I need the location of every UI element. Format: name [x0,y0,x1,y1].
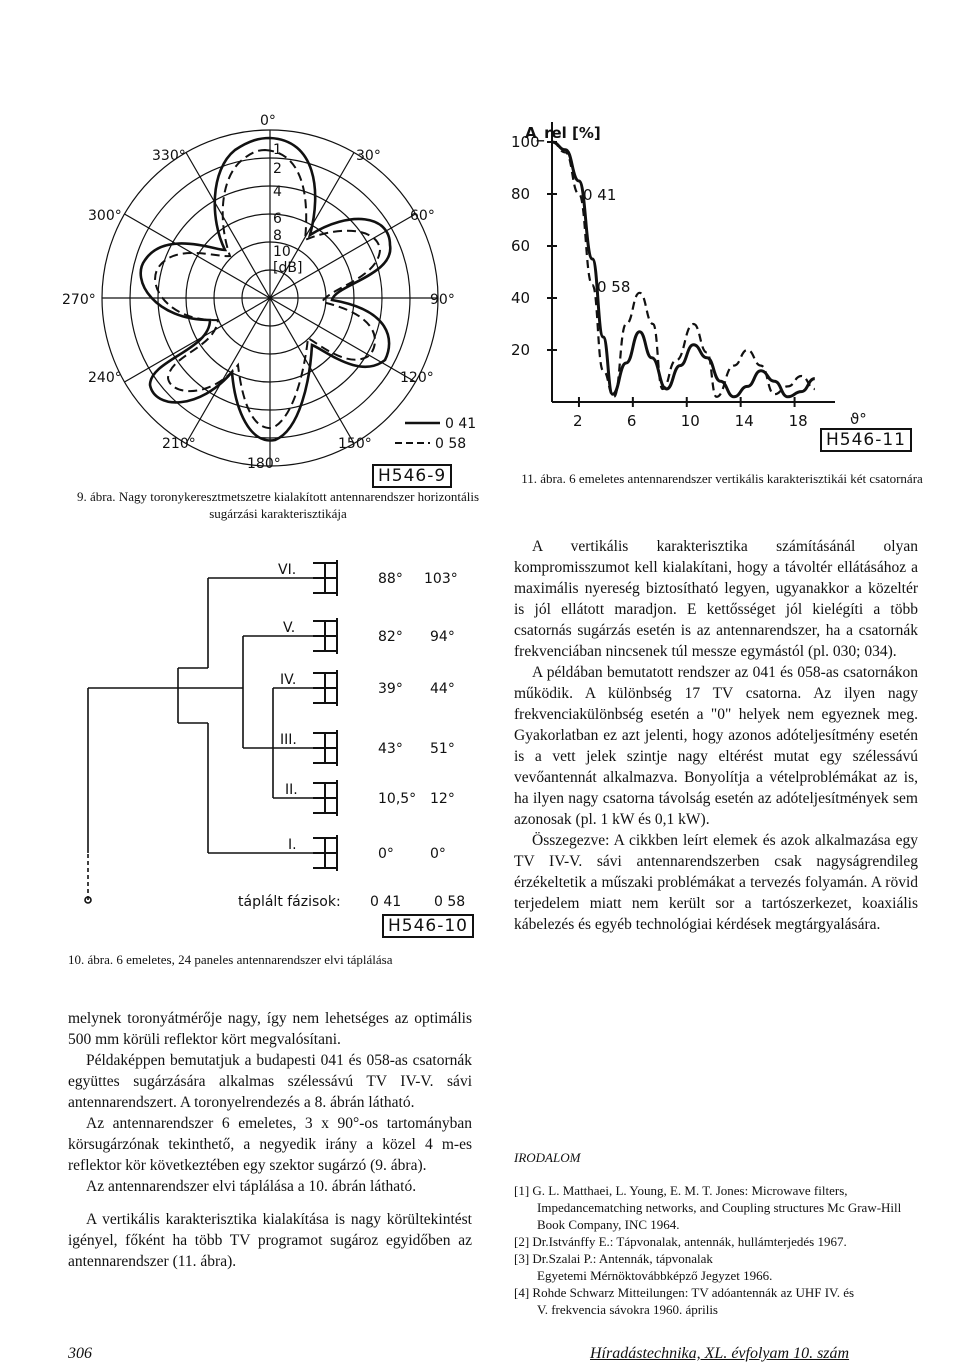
figure-9-polar-diagram [60,110,480,490]
radial-label-1: 1 [273,142,282,158]
phase-041-floor-2: 10,5° [378,791,417,807]
angle-label-90: 90° [430,292,455,308]
reference-item: [2] Dr.Istvánffy E.: Tápvonalak, antennák, hullámterjedés 1967. [514,1234,847,1249]
phase-041-floor-1: 0° [378,846,394,862]
y-tick-label: 60 [511,237,531,255]
y-tick-label: 20 [511,341,531,359]
phase-058-floor-3: 51° [430,741,455,757]
angle-label-120: 120° [400,370,434,386]
figure-11-vertical-chart [505,112,925,450]
angle-label-180: 180° [247,456,281,472]
angle-label-240: 240° [88,370,122,386]
y-axis-label: A_rel [%] [525,124,601,142]
right-column-text [514,536,918,935]
phase-058-floor-5: 94° [430,629,455,645]
figure-9-caption: 9. ábra. Nagy toronykeresztmetszetre kialakított antennarendszer horizontális sugárzási karakterisztikája [76,489,480,521]
angle-label-300: 300° [88,208,122,224]
feed-col-058: 0 58 [434,894,466,910]
floor-label-2: II. [285,782,298,798]
angle-label-30: 30° [356,148,381,164]
angle-label-210: 210° [162,436,196,452]
journal-footer: Híradástechnika, XL. évfolyam 10. szám [590,1345,850,1362]
floor-label-4: IV. [280,672,297,688]
figure-9-code: H546-9 [372,464,452,488]
paragraph: A példában bemutatott rendszer az 041 és 058-as csatornákon működik. A különbség 17 TV csatorna. Az ilyen nagy frekvenciakülönbség esetén a "0" helyek nem egyeznek meg. Gyakorlatban ez azt jelenti, hogy azonos adóteljesítmény esetén is a vett jelek szintje nagy eltérést mutat egy szélessávú vevőantennát alkalmazva. Bonyolítja a vételproblémákat az is, ha ilyen nagy csatorna távolság esetén az adóteljesítmények sem azonosak (pl. 1 kW és 0,1 kW). [514,664,918,828]
phase-041-floor-4: 39° [378,681,403,697]
x-tick-label: 2 [572,412,583,430]
floor-label-6: VI. [278,562,297,578]
phase-058-floor-1: 0° [430,846,446,862]
figure-11-code: H546-11 [820,428,912,452]
x-tick-label: 10 [680,412,700,430]
paragraph: melynek toronyátmérője nagy, így nem lehetséges az optimális 500 mm körüli reflektor kört megvalósítani. [68,1010,472,1048]
feed-col-041: 0 41 [370,894,402,910]
y-tick-label: 80 [511,185,531,203]
references-title: IRODALOM [514,1150,581,1165]
radial-label-8: 8 [273,228,282,244]
legend-041: 0 41 [445,416,477,432]
references [514,1150,918,1318]
antenna-panels [313,560,337,871]
figure-10-code: H546-10 [382,914,474,938]
phase-041-floor-3: 43° [378,741,403,757]
paragraph: Összegezve: A cikkben leírt elemek és azok alkalmazása egy TV IV-V. sávi antennarendszerben csak nagyságrendileg érzékeltetik a műszaki problémákat a tervezés folyamán. A rövid terjedelem miatt nem került sor a tartószerkezet, koaxiális kábelezés és egyéb technológiai kérdések megtárgyalására. [514,832,918,933]
paragraph: Példaképpen bemutatjuk a budapesti 041 és 058-as csatornák együttes sugárzására alkalmas szélessávú TV IV-V. sávi antennarendszert. A toronyelrendezés a 8. ábrán látható. [68,1052,472,1111]
angle-label-150: 150° [338,436,372,452]
paragraph: A vertikális karakterisztika kialakítása is nagy körültekintést igényel, főként ha több TV programot sugároz egyidőben az antennarendszer (11. ábra). [68,1211,472,1270]
left-column-text [68,1008,472,1272]
series-label-041: 0 41 [583,186,617,204]
angle-label-270: 270° [62,292,96,308]
polar-pattern-058 [155,150,380,428]
floor-label-5: V. [283,620,296,636]
figure-11-caption: 11. ábra. 6 emeletes antennarendszer vertikális karakterisztikái két csatornára [521,471,923,486]
x-axis-label: ϑ° [850,410,867,428]
paragraph: A vertikális karakterisztika számításánál olyan kompromisszumot kell kialakítani, hogy a távoltér ellátásához a maximális nyereség biztosítható legyen, ugyanakkor a közeltér is jól ellátott maradjon. E kettősséget jól kielégíti a több csatornás sugárzás esetén is az antennarendszer, ha a csatornák frekvenciában nincsenek túl messze egymástól (pl. 030; 034). [514,538,918,660]
radial-label-6: 6 [273,211,282,227]
x-tick-label: 14 [734,412,754,430]
reference-item: [3] Dr.Szalai P.: Antennák, tápvonalak Egyetemi Mérnöktovábbképző Jegyzet 1966. [514,1251,773,1283]
reference-item: [4] Rohde Schwarz Mitteilungen: TV adóantennák az UHF IV. és V. frekvencia sávokra 1960. április [514,1285,855,1317]
phase-058-floor-2: 12° [430,791,455,807]
paragraph: Az antennarendszer 6 emeletes, 3 x 90°-os tartományban körsugárzónak tekinthető, a negyedik irány a közel 4 m-es reflektor kör következtében egy szektor sugárzó (9. ábra). [68,1115,472,1174]
figure-10-caption: 10. ábra. 6 emeletes, 24 paneles antennarendszer elvi táplálása [68,952,393,967]
y-tick-label: 40 [511,289,531,307]
feed-label: táplált fázisok: [238,894,341,910]
phase-058-floor-6: 103° [424,571,458,587]
radial-label-db: [dB] [273,260,303,276]
angle-label-330: 330° [152,148,186,164]
phase-041-floor-6: 88° [378,571,403,587]
phase-058-floor-4: 44° [430,681,455,697]
angle-label-0: 0° [260,113,276,129]
legend-058: 0 58 [435,436,467,452]
x-tick-label: 6 [626,412,637,430]
reference-item: [1] G. L. Matthaei, L. Young, E. M. T. Jones: Microwave filters, Impedancematching networks, and Coupling structures Mc Graw-Hill Book Company, INC 1964. [514,1183,902,1232]
page-number: 306 [68,1345,92,1362]
series-line-058 [552,142,815,397]
series-label-058: 0 58 [597,278,631,296]
radial-label-10: 10 [273,244,291,260]
floor-label-1: I. [288,837,297,853]
phase-041-floor-5: 82° [378,629,403,645]
x-tick-label: 18 [788,412,808,430]
floor-label-3: III. [280,732,297,748]
y-tick-label: 100 [511,133,540,151]
radial-label-4: 4 [273,184,282,200]
figure-10-feed-network [78,548,498,928]
paragraph: Az antennarendszer elvi táplálása a 10. ábrán látható. [86,1178,417,1195]
radial-label-2: 2 [273,161,282,177]
series-line-041 [552,142,815,397]
angle-label-60: 60° [410,208,435,224]
